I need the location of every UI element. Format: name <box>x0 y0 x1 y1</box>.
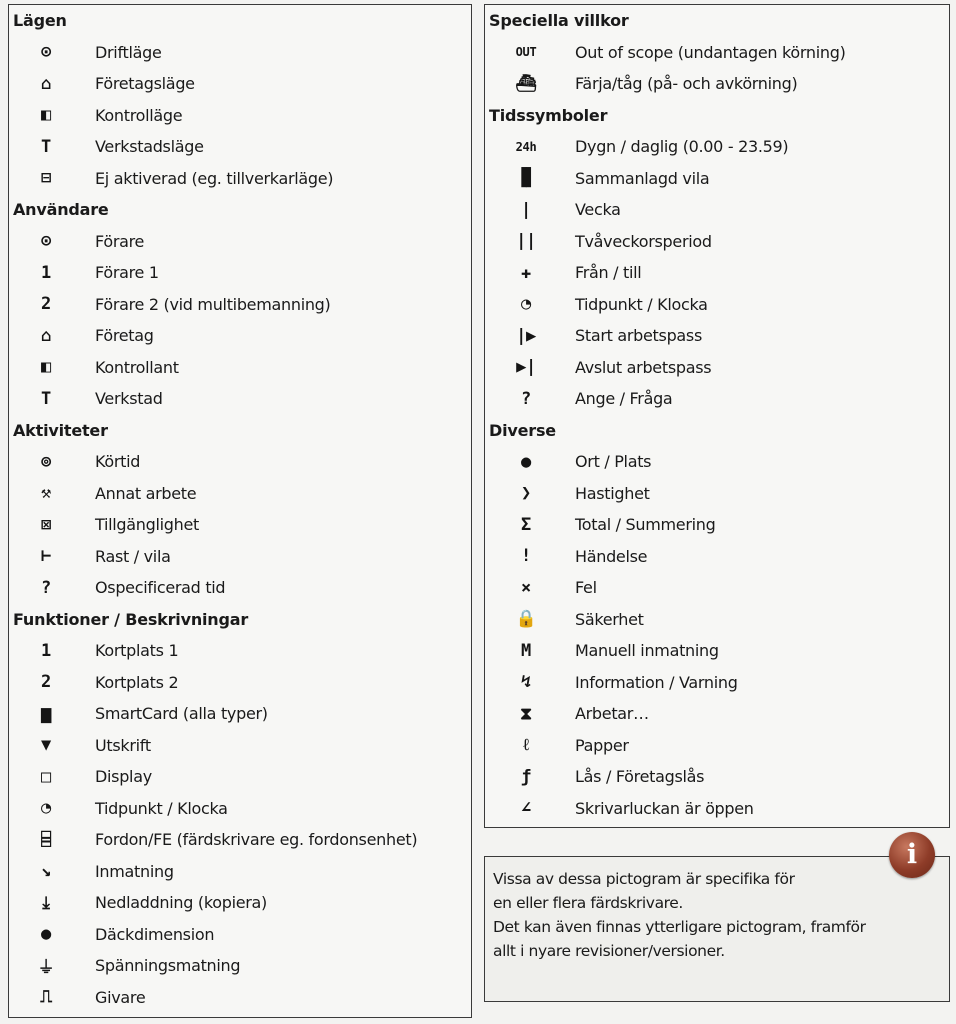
legend-row <box>485 446 949 478</box>
bed-icon: ⊢ <box>41 546 51 567</box>
legend-row <box>9 320 471 352</box>
week-icon: | <box>521 199 531 220</box>
legend-row <box>9 163 471 195</box>
legend-row <box>485 194 949 226</box>
legend-label: Utskrift <box>95 735 151 755</box>
legend-label: Lås / Företagslås <box>575 767 705 787</box>
legend-row <box>485 793 949 825</box>
out-of-scope-icon: OUT <box>515 45 537 60</box>
clock-icon: ◔ <box>41 798 51 819</box>
legend-row <box>9 950 471 982</box>
steering-wheel-icon: ⊚ <box>41 451 51 472</box>
pictogram-list-right <box>484 4 950 828</box>
tyre-icon: ● <box>41 924 51 945</box>
legend-label: Säkerhet <box>575 609 644 629</box>
smartcard-icon: ▆ <box>41 703 51 724</box>
legend-label: Givare <box>95 987 146 1007</box>
legend-label: Tvåveckorsperiod <box>575 231 712 251</box>
hourglass-icon: ⧗ <box>520 703 532 724</box>
download-icon: ⤓ <box>42 892 50 913</box>
legend-label: Förare 1 <box>95 263 159 283</box>
legend-label: Nedladdning (kopiera) <box>95 893 267 913</box>
input-arrow-icon: ↘ <box>41 861 51 882</box>
legend-row <box>485 226 949 258</box>
control-mode-icon: ◧ <box>41 105 51 126</box>
legend-label: Ange / Fråga <box>575 389 673 409</box>
legend-row <box>485 383 949 415</box>
legend-label: Förare 2 (vid multibemanning) <box>95 294 331 314</box>
section-heading: Tidssymboler <box>489 105 608 125</box>
availability-icon: ⊠ <box>41 514 51 535</box>
legend-label: Tidpunkt / Klocka <box>575 294 708 314</box>
workshop-mode-icon: T <box>41 136 51 157</box>
legend-label: Körtid <box>95 452 141 472</box>
legend-label: Ort / Plats <box>575 452 652 472</box>
company-icon: ⌂ <box>41 325 51 346</box>
clock-icon: ◔ <box>521 294 531 315</box>
paper-icon: ℓ <box>522 735 530 756</box>
legend-row <box>9 478 471 510</box>
question-icon: ? <box>521 388 531 409</box>
legend-row <box>485 37 949 69</box>
info-line: Vissa av dessa pictogram är specifika för <box>493 870 795 888</box>
legend-label: Start arbetspass <box>575 326 702 346</box>
driver-mode-icon: ⊙ <box>41 42 51 63</box>
legend-row <box>9 982 471 1014</box>
workshop-icon: T <box>41 388 51 409</box>
card-slot-two-icon: 2 <box>41 672 51 693</box>
section-heading: Speciella villkor <box>489 11 629 30</box>
section-heading: Diverse <box>489 420 556 440</box>
info-line: en eller flera färdskrivare. <box>493 894 683 912</box>
legend-row <box>9 541 471 573</box>
vehicle-unit-icon: ⌸ <box>41 829 51 850</box>
legend-row <box>9 383 471 415</box>
legend-row <box>485 478 949 510</box>
legend-row <box>9 446 471 478</box>
section-heading: Funktioner / Beskrivningar <box>13 609 249 629</box>
warning-icon: ↯ <box>521 672 531 693</box>
legend-row <box>485 352 949 384</box>
legend-label: Däckdimension <box>95 924 215 944</box>
legend-label: Händelse <box>575 546 648 566</box>
legend-label: Fel <box>575 578 597 598</box>
hammers-icon: ⚒ <box>41 483 51 504</box>
not-activated-icon: ⊟ <box>41 168 51 189</box>
lock-icon: 🔒 <box>515 609 537 630</box>
legend-row <box>9 572 471 604</box>
printer-icon: ▼ <box>41 735 51 756</box>
legend-label: Total / Summering <box>575 515 716 535</box>
legend-label: Hastighet <box>575 483 650 503</box>
from-to-icon: ✚ <box>521 262 531 283</box>
legend-row <box>9 824 471 856</box>
info-line: Det kan även finnas ytterligare pictogram, framför <box>493 918 866 936</box>
legend-label: Kortplats 2 <box>95 672 179 692</box>
legend-label: Avslut arbetspass <box>575 357 712 377</box>
legend-label: Driftläge <box>95 42 162 62</box>
company-mode-icon: ⌂ <box>41 73 51 94</box>
legend-row <box>9 289 471 321</box>
location-icon: ● <box>521 451 531 472</box>
legend-label: Sammanlagd vila <box>575 168 710 188</box>
display-icon: □ <box>41 766 51 787</box>
legend-row <box>9 37 471 69</box>
daily-icon: 24h <box>515 139 537 154</box>
speed-icon: ❯ <box>521 483 531 504</box>
legend-label: Spänningsmatning <box>95 956 241 976</box>
legend-row <box>9 698 471 730</box>
legend-label: Företag <box>95 326 154 346</box>
exclamation-icon: ! <box>521 546 531 567</box>
legend-label: Fordon/FE (färdskrivare eg. fordonsenhet) <box>95 830 418 850</box>
legend-row <box>9 667 471 699</box>
legend-row <box>9 68 471 100</box>
legend-label: Kontrolläge <box>95 105 183 125</box>
printer-open-icon: ∠ <box>521 798 531 819</box>
legend-label: Verkstadsläge <box>95 137 204 157</box>
legend-row <box>9 730 471 762</box>
legend-row <box>9 257 471 289</box>
legend-row <box>485 667 949 699</box>
legend-label: Förare <box>95 231 145 251</box>
end-shift-icon: ▶| <box>516 357 536 378</box>
company-lock-icon: ƒ <box>521 766 531 787</box>
legend-label: Tidpunkt / Klocka <box>95 798 228 818</box>
legend-row <box>9 131 471 163</box>
legend-label: Rast / vila <box>95 546 171 566</box>
power-supply-icon: ⏚ <box>37 958 55 979</box>
cumulative-rest-icon: ▐▌ <box>516 168 536 189</box>
legend-row <box>9 856 471 888</box>
legend-label: Kontrollant <box>95 357 179 377</box>
legend-label: Dygn / daglig (0.00 - 23.59) <box>575 137 789 157</box>
legend-label: Verkstad <box>95 389 163 409</box>
legend-label: Färja/tåg (på- och avkörning) <box>575 74 798 94</box>
legend-label: Papper <box>575 735 629 755</box>
driver-two-icon: 2 <box>41 294 51 315</box>
legend-row <box>9 793 471 825</box>
legend-row <box>485 698 949 730</box>
legend-row <box>485 320 949 352</box>
legend-label: Ospecificerad tid <box>95 578 226 598</box>
legend-row <box>485 163 949 195</box>
legend-label: Manuell inmatning <box>575 641 719 661</box>
driver-icon: ⊙ <box>41 231 51 252</box>
legend-row <box>9 887 471 919</box>
legend-row <box>9 100 471 132</box>
legend-row <box>485 541 949 573</box>
info-note <box>484 856 950 1002</box>
legend-label: Ej aktiverad (eg. tillverkarläge) <box>95 168 334 188</box>
legend-row <box>9 509 471 541</box>
pictogram-list-left <box>8 4 472 1018</box>
legend-label: Företagsläge <box>95 74 195 94</box>
info-icon: i <box>889 832 935 878</box>
legend-row <box>485 289 949 321</box>
legend-label: Kortplats 1 <box>95 641 179 661</box>
driver-one-icon: 1 <box>41 262 51 283</box>
legend-row <box>485 604 949 636</box>
legend-label: SmartCard (alla typer) <box>95 704 268 724</box>
legend-label: Display <box>95 767 152 787</box>
legend-row <box>485 761 949 793</box>
legend-row <box>485 131 949 163</box>
legend-row <box>485 572 949 604</box>
legend-label: Tillgänglighet <box>95 515 199 535</box>
legend-label: Out of scope (undantagen körning) <box>575 42 846 62</box>
section-heading: Lägen <box>13 11 67 30</box>
legend-row <box>9 635 471 667</box>
legend-row <box>485 635 949 667</box>
legend-row <box>485 730 949 762</box>
legend-label: Information / Varning <box>575 672 738 692</box>
sigma-icon: Σ <box>521 514 531 535</box>
two-week-icon: || <box>516 231 536 252</box>
controller-icon: ◧ <box>41 357 51 378</box>
legend-row <box>9 226 471 258</box>
sensor-icon: ⎍ <box>40 987 52 1008</box>
legend-row <box>485 509 949 541</box>
legend-row <box>9 761 471 793</box>
error-icon: × <box>521 577 531 598</box>
legend-row <box>9 352 471 384</box>
card-slot-one-icon: 1 <box>41 640 51 661</box>
manual-entry-icon: M <box>521 640 531 661</box>
legend-label: Från / till <box>575 263 642 283</box>
legend-row <box>485 68 949 100</box>
start-shift-icon: |▶ <box>516 325 536 346</box>
legend-row <box>9 919 471 951</box>
section-heading: Aktiviteter <box>13 420 108 440</box>
question-icon: ? <box>41 577 51 598</box>
legend-label: Skrivarluckan är öppen <box>575 798 754 818</box>
legend-label: Vecka <box>575 200 621 220</box>
legend-label: Annat arbete <box>95 483 197 503</box>
info-line: allt i nyare revisioner/versioner. <box>493 942 725 960</box>
legend-label: Inmatning <box>95 861 174 881</box>
section-heading: Användare <box>13 200 109 219</box>
legend-row <box>485 257 949 289</box>
legend-label: Arbetar… <box>575 704 649 724</box>
ferry-train-icon: ⛴ <box>515 73 537 94</box>
